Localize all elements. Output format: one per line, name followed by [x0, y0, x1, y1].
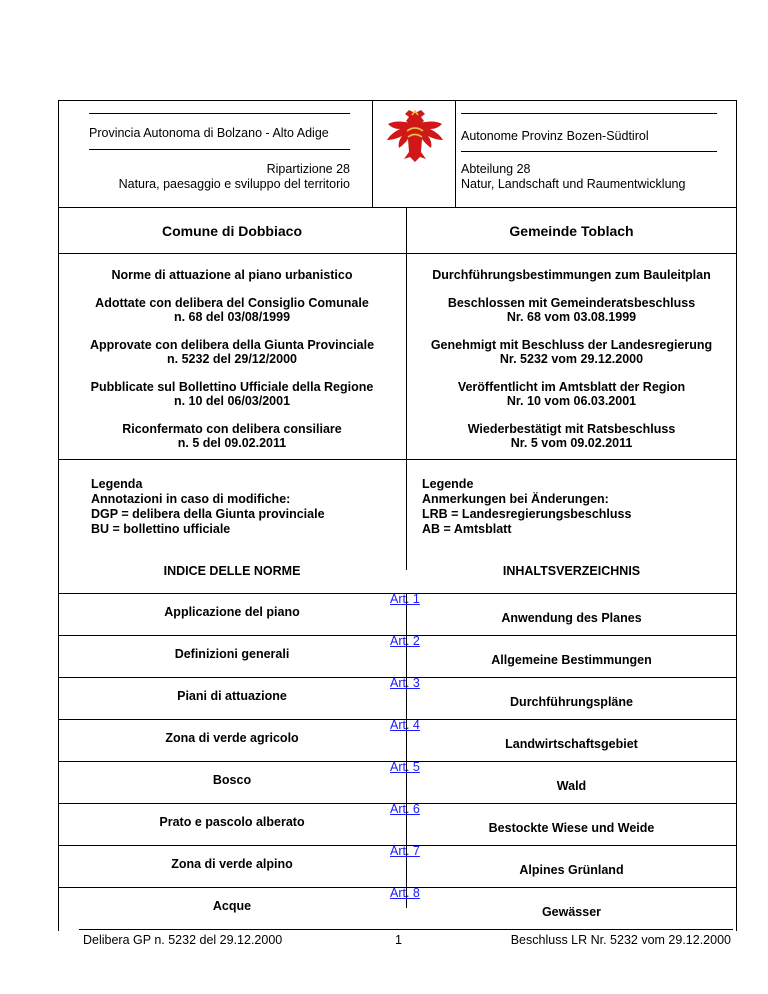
de-dept-line1: Abteilung 28: [461, 162, 531, 176]
approval-de: Durchführungsbestimmungen zum Bauleitplan: [432, 268, 711, 282]
it-province-label: Provincia Autonoma di Bolzano - Alto Adige: [89, 126, 329, 140]
article-title-it: Zona di verde agricolo: [165, 731, 299, 745]
it-dept-line1: Ripartizione 28: [266, 162, 350, 176]
article-title-it: Acque: [212, 899, 252, 913]
index-title-de: INHALTSVERZEICHNIS: [502, 564, 641, 578]
article-link[interactable]: Art. 2: [390, 634, 420, 648]
legend-line: AB = Amtsblatt: [422, 522, 512, 536]
divider: [58, 253, 737, 254]
divider: [461, 113, 717, 114]
article-title-de: Gewässer: [541, 905, 602, 919]
approval-de: Nr. 10 vom 06.03.2001: [506, 394, 637, 408]
approval-it: Norme di attuazione al piano urbanistico: [111, 268, 353, 282]
article-title-it: Prato e pascolo alberato: [159, 815, 305, 829]
article-title-it: Definizioni generali: [174, 647, 290, 661]
legend-de: [422, 477, 732, 537]
article-link[interactable]: Art. 7: [390, 844, 420, 858]
approval-it: Adottate con delibera del Consiglio Comunale: [95, 296, 369, 310]
article-link[interactable]: Art. 5: [390, 760, 420, 774]
approval-de: Veröffentlicht im Amtsblatt der Region: [457, 380, 686, 394]
article-title-de: Wald: [556, 779, 587, 793]
article-title-de: Anwendung des Planes: [501, 611, 642, 625]
article-title-it: Piani di attuazione: [177, 689, 287, 703]
legend-line: Annotazioni in caso di modifiche:: [91, 492, 291, 506]
approval-it: n. 5 del 09.02.2011: [177, 436, 287, 450]
approval-it: Approvate con delibera della Giunta Provinciale: [89, 338, 375, 352]
legend-line: LRB = Landesregierungsbeschluss: [422, 507, 632, 521]
article-title-it: Bosco: [212, 773, 252, 787]
approval-de: Nr. 5 vom 09.02.2011: [510, 436, 633, 450]
divider: [89, 113, 350, 114]
approval-de: Nr. 5232 vom 29.12.2000: [499, 352, 644, 366]
coat-of-arms-icon: [380, 104, 450, 170]
divider: [58, 207, 737, 208]
footer-divider: [79, 929, 733, 930]
index-title-it: INDICE DELLE NORME: [163, 564, 301, 578]
legend-line: Legenda: [91, 477, 143, 491]
divider: [89, 149, 350, 150]
article-title-it: Applicazione del piano: [164, 605, 300, 619]
article-link[interactable]: Art. 3: [390, 676, 420, 690]
legend-it: [91, 477, 401, 537]
article-link[interactable]: Art. 1: [390, 592, 420, 606]
article-title-de: Landwirtschaftsgebiet: [505, 737, 638, 751]
article-title-de: Alpines Grünland: [519, 863, 624, 877]
approval-de: Nr. 68 vom 03.08.1999: [506, 310, 637, 324]
article-link[interactable]: Art. 4: [390, 718, 420, 732]
legend-line: Legende: [422, 477, 474, 491]
approval-de: Beschlossen mit Gemeinderatsbeschluss: [447, 296, 696, 310]
article-link[interactable]: Art. 6: [390, 802, 420, 816]
legend-line: DGP = delibera della Giunta provinciale: [91, 507, 325, 521]
divider: [58, 459, 737, 460]
footer-left: Delibera GP n. 5232 del 29.12.2000: [83, 933, 283, 947]
legend-line: Anmerkungen bei Änderungen:: [422, 492, 609, 506]
divider: [461, 151, 717, 152]
divider: [455, 100, 456, 207]
municipality-it: Comune di Dobbiaco: [162, 223, 302, 239]
article-link[interactable]: Art. 8: [390, 886, 420, 900]
article-title-de: Bestockte Wiese und Weide: [488, 821, 655, 835]
article-title-de: Durchführungspläne: [510, 695, 633, 709]
approval-it: n. 10 del 06/03/2001: [173, 394, 291, 408]
it-dept-line2: Natura, paesaggio e sviluppo del territorio: [118, 177, 350, 191]
approval-it: Pubblicate sul Bollettino Ufficiale della Regione: [90, 380, 374, 394]
approval-de: Wiederbestätigt mit Ratsbeschluss: [467, 422, 676, 436]
de-dept-line2: Natur, Landschaft und Raumentwicklung: [461, 177, 686, 191]
approval-it: Riconfermato con delibera consiliare: [122, 422, 342, 436]
article-title-de: Allgemeine Bestimmungen: [491, 653, 652, 667]
article-title-it: Zona di verde alpino: [171, 857, 293, 871]
approval-it: n. 68 del 03/08/1999: [173, 310, 291, 324]
approval-it: n. 5232 del 29/12/2000: [167, 352, 297, 366]
approval-de: Genehmigt mit Beschluss der Landesregierung: [430, 338, 713, 352]
page-number: 1: [395, 933, 402, 947]
de-province-label: Autonome Provinz Bozen-Südtirol: [461, 129, 649, 143]
divider: [372, 100, 373, 207]
footer-right: Beschluss LR Nr. 5232 vom 29.12.2000: [510, 933, 731, 947]
legend-line: BU = bollettino ufficiale: [91, 522, 231, 536]
municipality-de: Gemeinde Toblach: [509, 223, 634, 239]
